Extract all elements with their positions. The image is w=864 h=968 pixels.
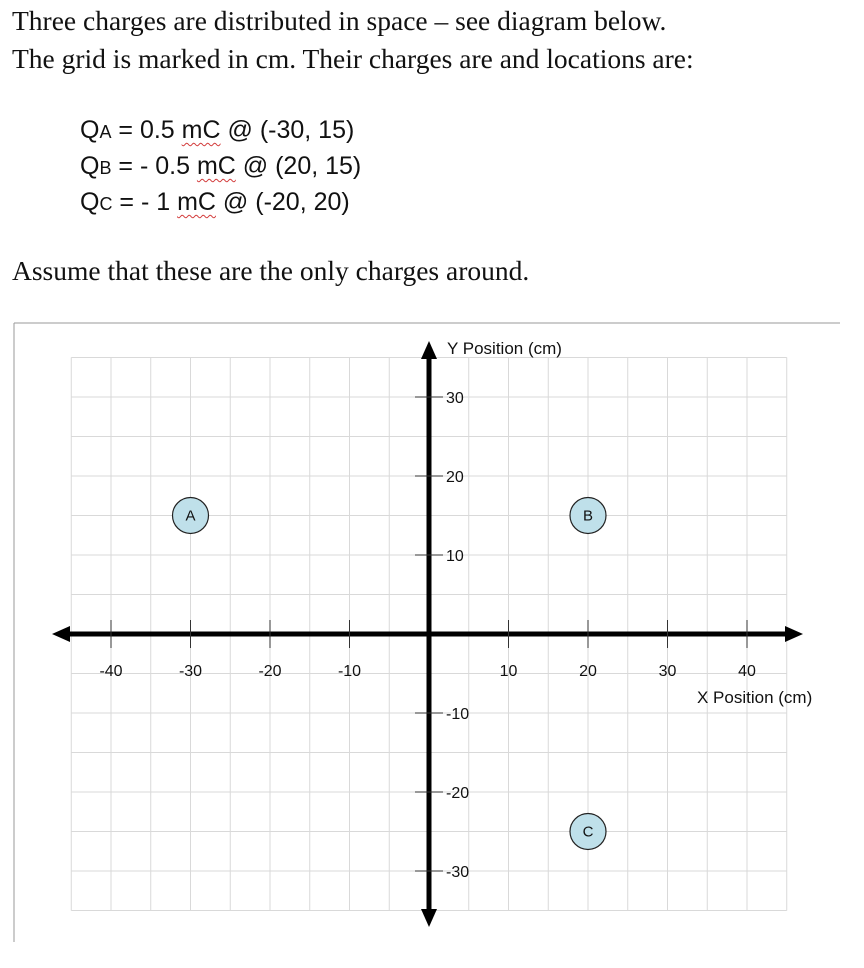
charge-location: @ (-20, 20) (215, 188, 350, 216)
charge-subscript: B (99, 158, 112, 178)
charge-value: = 0.5 (111, 116, 182, 144)
x-tick-label: 40 (738, 663, 756, 680)
intro-line-2: The grid is marked in cm. Their charges are and locations are: (12, 43, 694, 74)
y-tick-label: -20 (446, 785, 470, 802)
y-tick-label: -10 (446, 706, 470, 723)
y-tick-label: 10 (446, 548, 464, 565)
charge-unit: mC (196, 152, 236, 180)
x-axis-title: X Position (cm) (697, 688, 813, 707)
y-axis-top-arrow (421, 341, 437, 359)
charge-value: = - 0.5 (111, 152, 197, 180)
y-axis-bottom-arrow (421, 909, 437, 927)
charge-value: = - 1 (112, 188, 178, 216)
x-tick-label: -10 (337, 663, 362, 680)
axes (52, 341, 803, 927)
charge-marker-label: A (185, 507, 196, 525)
x-tick-label: 10 (499, 663, 518, 680)
x-axis-right-arrow (785, 626, 803, 642)
y-tick-label: 30 (446, 390, 464, 407)
charge-symbol: Q (80, 152, 100, 180)
charge-subscript: A (99, 122, 112, 142)
charge-location: @ (-30, 15) (220, 116, 355, 144)
x-tick-label: 20 (579, 663, 597, 680)
charge-unit: mC (181, 116, 221, 144)
y-axis-title: Y Position (cm) (447, 339, 562, 358)
x-tick-label: -20 (258, 663, 282, 680)
assumption-text: Assume that these are the only charges around. (12, 255, 530, 286)
charge-marker-label: B (582, 507, 594, 525)
x-tick-label: -40 (99, 663, 123, 680)
charge-symbol: Q (80, 188, 100, 216)
x-axis-left-arrow (52, 626, 70, 642)
x-tick-label: 30 (658, 663, 677, 680)
charge-unit: mC (177, 188, 216, 216)
charge-symbol: Q (80, 116, 100, 144)
x-tick-label: -30 (178, 663, 203, 680)
y-tick-label: -30 (446, 864, 470, 881)
charge-subscript: C (99, 194, 113, 214)
charge-location: @ (20, 15) (235, 152, 362, 180)
intro-line-1: Three charges are distributed in space – see diagram below. (12, 5, 667, 36)
charge-marker-label: C (582, 823, 594, 841)
y-tick-label: 20 (446, 469, 464, 486)
